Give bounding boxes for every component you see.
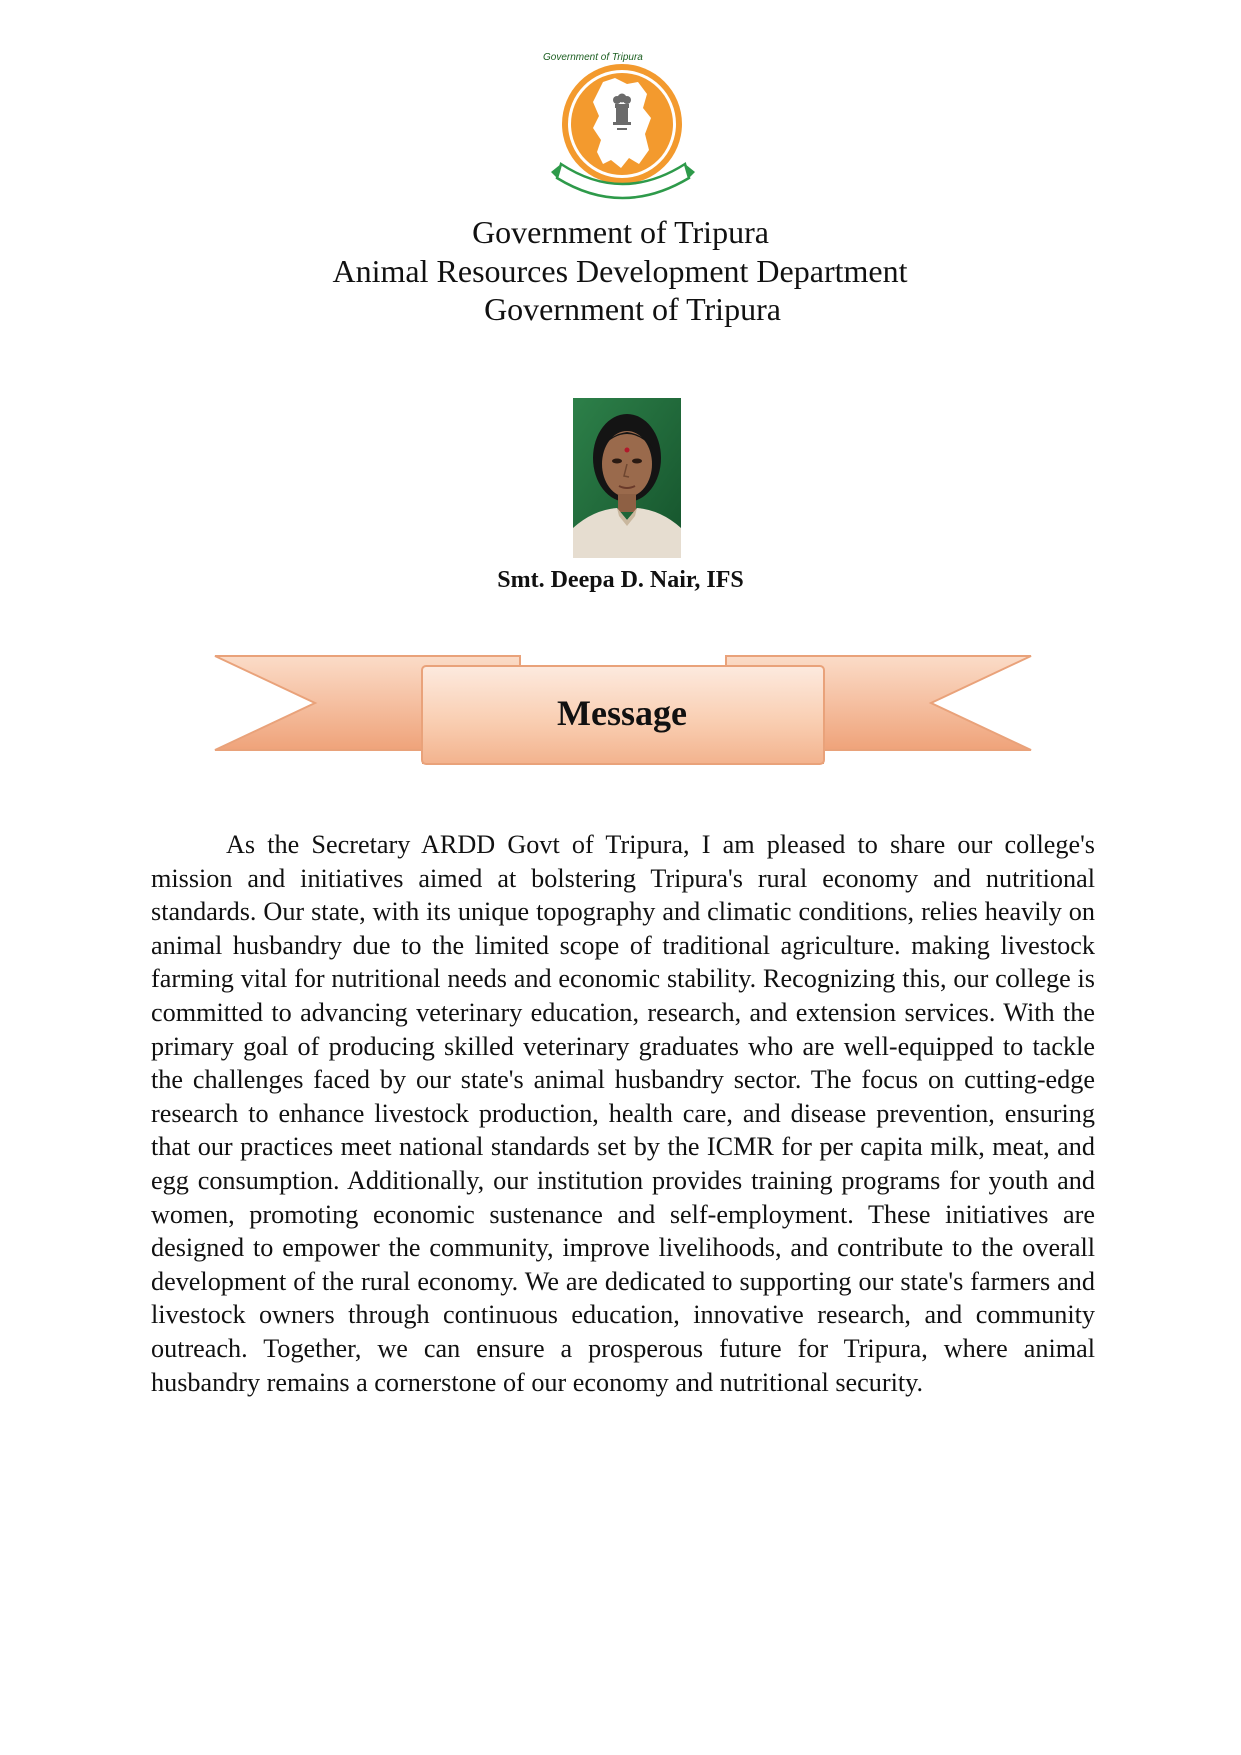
header-line-3: Government of Tripura xyxy=(484,291,781,327)
header-line-2: Animal Resources Development Department xyxy=(332,252,908,289)
svg-text:Government of Tripura: Government of Tripura xyxy=(543,52,643,63)
message-title: Message xyxy=(557,693,687,733)
header xyxy=(0,213,1241,329)
person-name: Smt. Deepa D. Nair, IFS xyxy=(497,567,744,593)
header-line-1: Government of Tripura xyxy=(472,214,769,250)
message-body: As the Secretary ARDD Govt of Tripura, I am pleased to share our college's mission and initiatives aimed at bolstering Tripura's rural economy and nutritional standards. Our state, with its unique topography and climatic conditions, relies heavily on animal husbandry due to the limited scope of traditional agriculture. making livestock farming vital for nutritional needs and economic stability. Recognizing this, our college is committed to advancing veterinary education, research, and extension services. With the primary goal of producing skilled veterinary graduates who are well-equipped to tackle the challenges faced by our state's animal husbandry sector. The focus on cutting-edge research to enhance livestock production, health care, and disease prevention, ensuring that our practices meet national standards set by the ICMR for per capita milk, meat, and egg consumption. Additionally, our institution provides training programs for youth and women, promoting economic sustenance and self-employment. These initiatives are designed to empower the community, improve livelihoods, and contribute to the overall development of the rural economy. We are dedicated to supporting our state's farmers and livestock owners through continuous education, innovative research, and community outreach. Together, we can ensure a prosperous future for Tripura, where animal husbandry remains a cornerstone of our economy and nutritional security. xyxy=(151,830,1095,1397)
government-of-tripura-emblem-icon xyxy=(543,52,701,210)
portrait-photo xyxy=(573,398,681,558)
